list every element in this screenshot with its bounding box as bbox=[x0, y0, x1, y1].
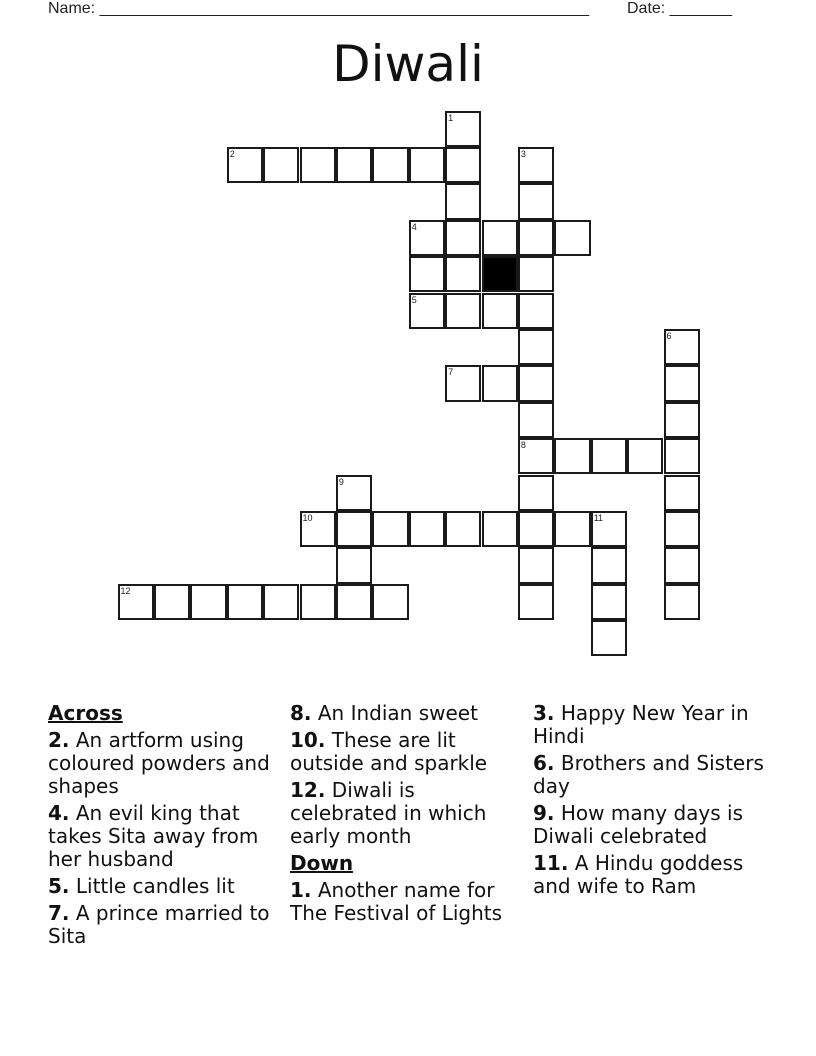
puzzle-title: Diwali bbox=[332, 35, 484, 93]
clue-column-3 bbox=[533, 702, 769, 902]
grid-cell[interactable] bbox=[409, 256, 445, 292]
grid-cell[interactable] bbox=[591, 620, 627, 656]
grid-cell[interactable] bbox=[445, 183, 481, 219]
grid-cell[interactable] bbox=[445, 293, 481, 329]
clue-down-9 bbox=[533, 802, 769, 848]
clue-text: A prince married to Sita bbox=[48, 901, 270, 948]
clue-text: Diwali is celebrated in which early month bbox=[290, 778, 487, 848]
grid-cell[interactable] bbox=[445, 147, 481, 183]
clue-number: 10. bbox=[290, 728, 326, 752]
grid-cell[interactable] bbox=[518, 438, 554, 474]
grid-cell[interactable] bbox=[664, 584, 700, 620]
grid-cell[interactable] bbox=[591, 511, 627, 547]
clue-text: An artform using coloured powders and shapes bbox=[48, 728, 270, 798]
grid-cell[interactable] bbox=[518, 329, 554, 365]
clue-down-1 bbox=[290, 879, 526, 925]
grid-cell[interactable] bbox=[336, 511, 372, 547]
clue-number: 8. bbox=[290, 701, 312, 725]
clue-column-2 bbox=[290, 702, 526, 929]
clue-text: How many days is Diwali celebrated bbox=[533, 801, 744, 848]
grid-cell[interactable] bbox=[118, 584, 154, 620]
grid-cell[interactable] bbox=[518, 584, 554, 620]
clue-across-5 bbox=[48, 875, 290, 898]
clue-number: 11. bbox=[533, 851, 569, 875]
grid-cell[interactable] bbox=[482, 511, 518, 547]
grid-cell[interactable] bbox=[518, 147, 554, 183]
cell-number: 3 bbox=[520, 148, 526, 159]
grid-cell[interactable] bbox=[372, 584, 408, 620]
grid-cell[interactable] bbox=[409, 293, 445, 329]
grid-cell[interactable] bbox=[664, 365, 700, 401]
across-heading: Across bbox=[48, 701, 123, 725]
clue-text: These are lit outside and sparkle bbox=[290, 728, 488, 775]
grid-cell[interactable] bbox=[664, 475, 700, 511]
clue-text: An evil king that takes Sita away from her husband bbox=[48, 801, 259, 871]
grid-cell[interactable] bbox=[518, 547, 554, 583]
grid-cell[interactable] bbox=[664, 329, 700, 365]
grid-cell[interactable] bbox=[482, 293, 518, 329]
grid-cell[interactable] bbox=[482, 365, 518, 401]
grid-cell[interactable] bbox=[627, 438, 663, 474]
grid-cell[interactable] bbox=[554, 511, 590, 547]
clue-down-11 bbox=[533, 852, 769, 898]
cell-number: 11 bbox=[593, 512, 604, 523]
clue-text: Little candles lit bbox=[69, 874, 235, 898]
grid-cell[interactable] bbox=[664, 438, 700, 474]
grid-cell[interactable] bbox=[518, 256, 554, 292]
clue-number: 12. bbox=[290, 778, 326, 802]
grid-cell[interactable] bbox=[263, 584, 299, 620]
cell-number: 5 bbox=[411, 294, 417, 305]
clue-number: 6. bbox=[533, 751, 555, 775]
grid-cell[interactable] bbox=[372, 147, 408, 183]
grid-cell[interactable] bbox=[664, 547, 700, 583]
clue-number: 3. bbox=[533, 701, 555, 725]
grid-cell[interactable] bbox=[518, 475, 554, 511]
grid-cell[interactable] bbox=[664, 402, 700, 438]
clue-number: 9. bbox=[533, 801, 555, 825]
grid-cell[interactable] bbox=[445, 511, 481, 547]
grid-cell[interactable] bbox=[336, 547, 372, 583]
cell-number: 1 bbox=[448, 112, 454, 123]
grid-cell[interactable] bbox=[409, 511, 445, 547]
clue-across-12 bbox=[290, 779, 526, 848]
clue-column-1 bbox=[48, 702, 290, 952]
grid-cell[interactable] bbox=[445, 256, 481, 292]
grid-cell[interactable] bbox=[336, 475, 372, 511]
clue-across-2 bbox=[48, 729, 290, 798]
clue-number: 5. bbox=[48, 874, 70, 898]
clue-text: Brothers and Sisters day bbox=[533, 751, 764, 798]
clue-number: 7. bbox=[48, 901, 70, 925]
grid-cell[interactable] bbox=[300, 584, 336, 620]
clue-down-6 bbox=[533, 752, 769, 798]
blocked-cell bbox=[482, 256, 518, 292]
clue-number: 1. bbox=[290, 878, 312, 902]
grid-cell[interactable] bbox=[336, 584, 372, 620]
clue-number: 4. bbox=[48, 801, 70, 825]
grid-cell[interactable] bbox=[445, 365, 481, 401]
grid-cell[interactable] bbox=[664, 511, 700, 547]
cell-number: 8 bbox=[520, 440, 526, 451]
grid-cell[interactable] bbox=[591, 584, 627, 620]
cell-number: 12 bbox=[120, 585, 131, 596]
grid-cell[interactable] bbox=[227, 584, 263, 620]
grid-cell[interactable] bbox=[518, 220, 554, 256]
grid-cell[interactable] bbox=[518, 365, 554, 401]
grid-cell[interactable] bbox=[518, 511, 554, 547]
grid-cell[interactable] bbox=[336, 147, 372, 183]
cell-number: 10 bbox=[302, 512, 313, 523]
grid-cell[interactable] bbox=[190, 584, 226, 620]
grid-cell[interactable] bbox=[518, 293, 554, 329]
clue-text: A Hindu goddess and wife to Ram bbox=[533, 851, 744, 898]
grid-cell[interactable] bbox=[300, 147, 336, 183]
grid-cell[interactable] bbox=[372, 511, 408, 547]
clue-across-10 bbox=[290, 729, 526, 775]
clue-text: An Indian sweet bbox=[311, 701, 478, 725]
grid-cell[interactable] bbox=[300, 511, 336, 547]
grid-cell[interactable] bbox=[518, 183, 554, 219]
clue-text: Happy New Year in Hindi bbox=[533, 701, 749, 748]
grid-cell[interactable] bbox=[482, 220, 518, 256]
grid-cell[interactable] bbox=[154, 584, 190, 620]
date-field[interactable]: Date: _______ bbox=[627, 0, 732, 17]
grid-cell[interactable] bbox=[445, 111, 481, 147]
cell-number: 7 bbox=[448, 367, 454, 378]
cell-number: 4 bbox=[411, 221, 417, 232]
clue-across-4 bbox=[48, 802, 290, 871]
clue-text: Another name for The Festival of Lights bbox=[290, 878, 503, 925]
down-heading: Down bbox=[290, 851, 354, 875]
grid-cell[interactable] bbox=[591, 438, 627, 474]
name-field[interactable]: Name: _______________________________________________________ bbox=[48, 0, 589, 17]
grid-cell[interactable] bbox=[263, 147, 299, 183]
cell-number: 6 bbox=[666, 330, 672, 341]
clue-across-8 bbox=[290, 702, 526, 725]
grid-cell[interactable] bbox=[445, 220, 481, 256]
cell-number: 9 bbox=[338, 476, 344, 487]
clue-down-3 bbox=[533, 702, 769, 748]
clue-number: 2. bbox=[48, 728, 70, 752]
grid-cell[interactable] bbox=[409, 220, 445, 256]
cell-number: 2 bbox=[229, 148, 235, 159]
grid-cell[interactable] bbox=[591, 547, 627, 583]
grid-cell[interactable] bbox=[409, 147, 445, 183]
grid-cell[interactable] bbox=[227, 147, 263, 183]
grid-cell[interactable] bbox=[554, 220, 590, 256]
header-row bbox=[48, 0, 748, 20]
grid-cell[interactable] bbox=[554, 438, 590, 474]
clue-across-7 bbox=[48, 902, 290, 948]
grid-cell[interactable] bbox=[518, 402, 554, 438]
